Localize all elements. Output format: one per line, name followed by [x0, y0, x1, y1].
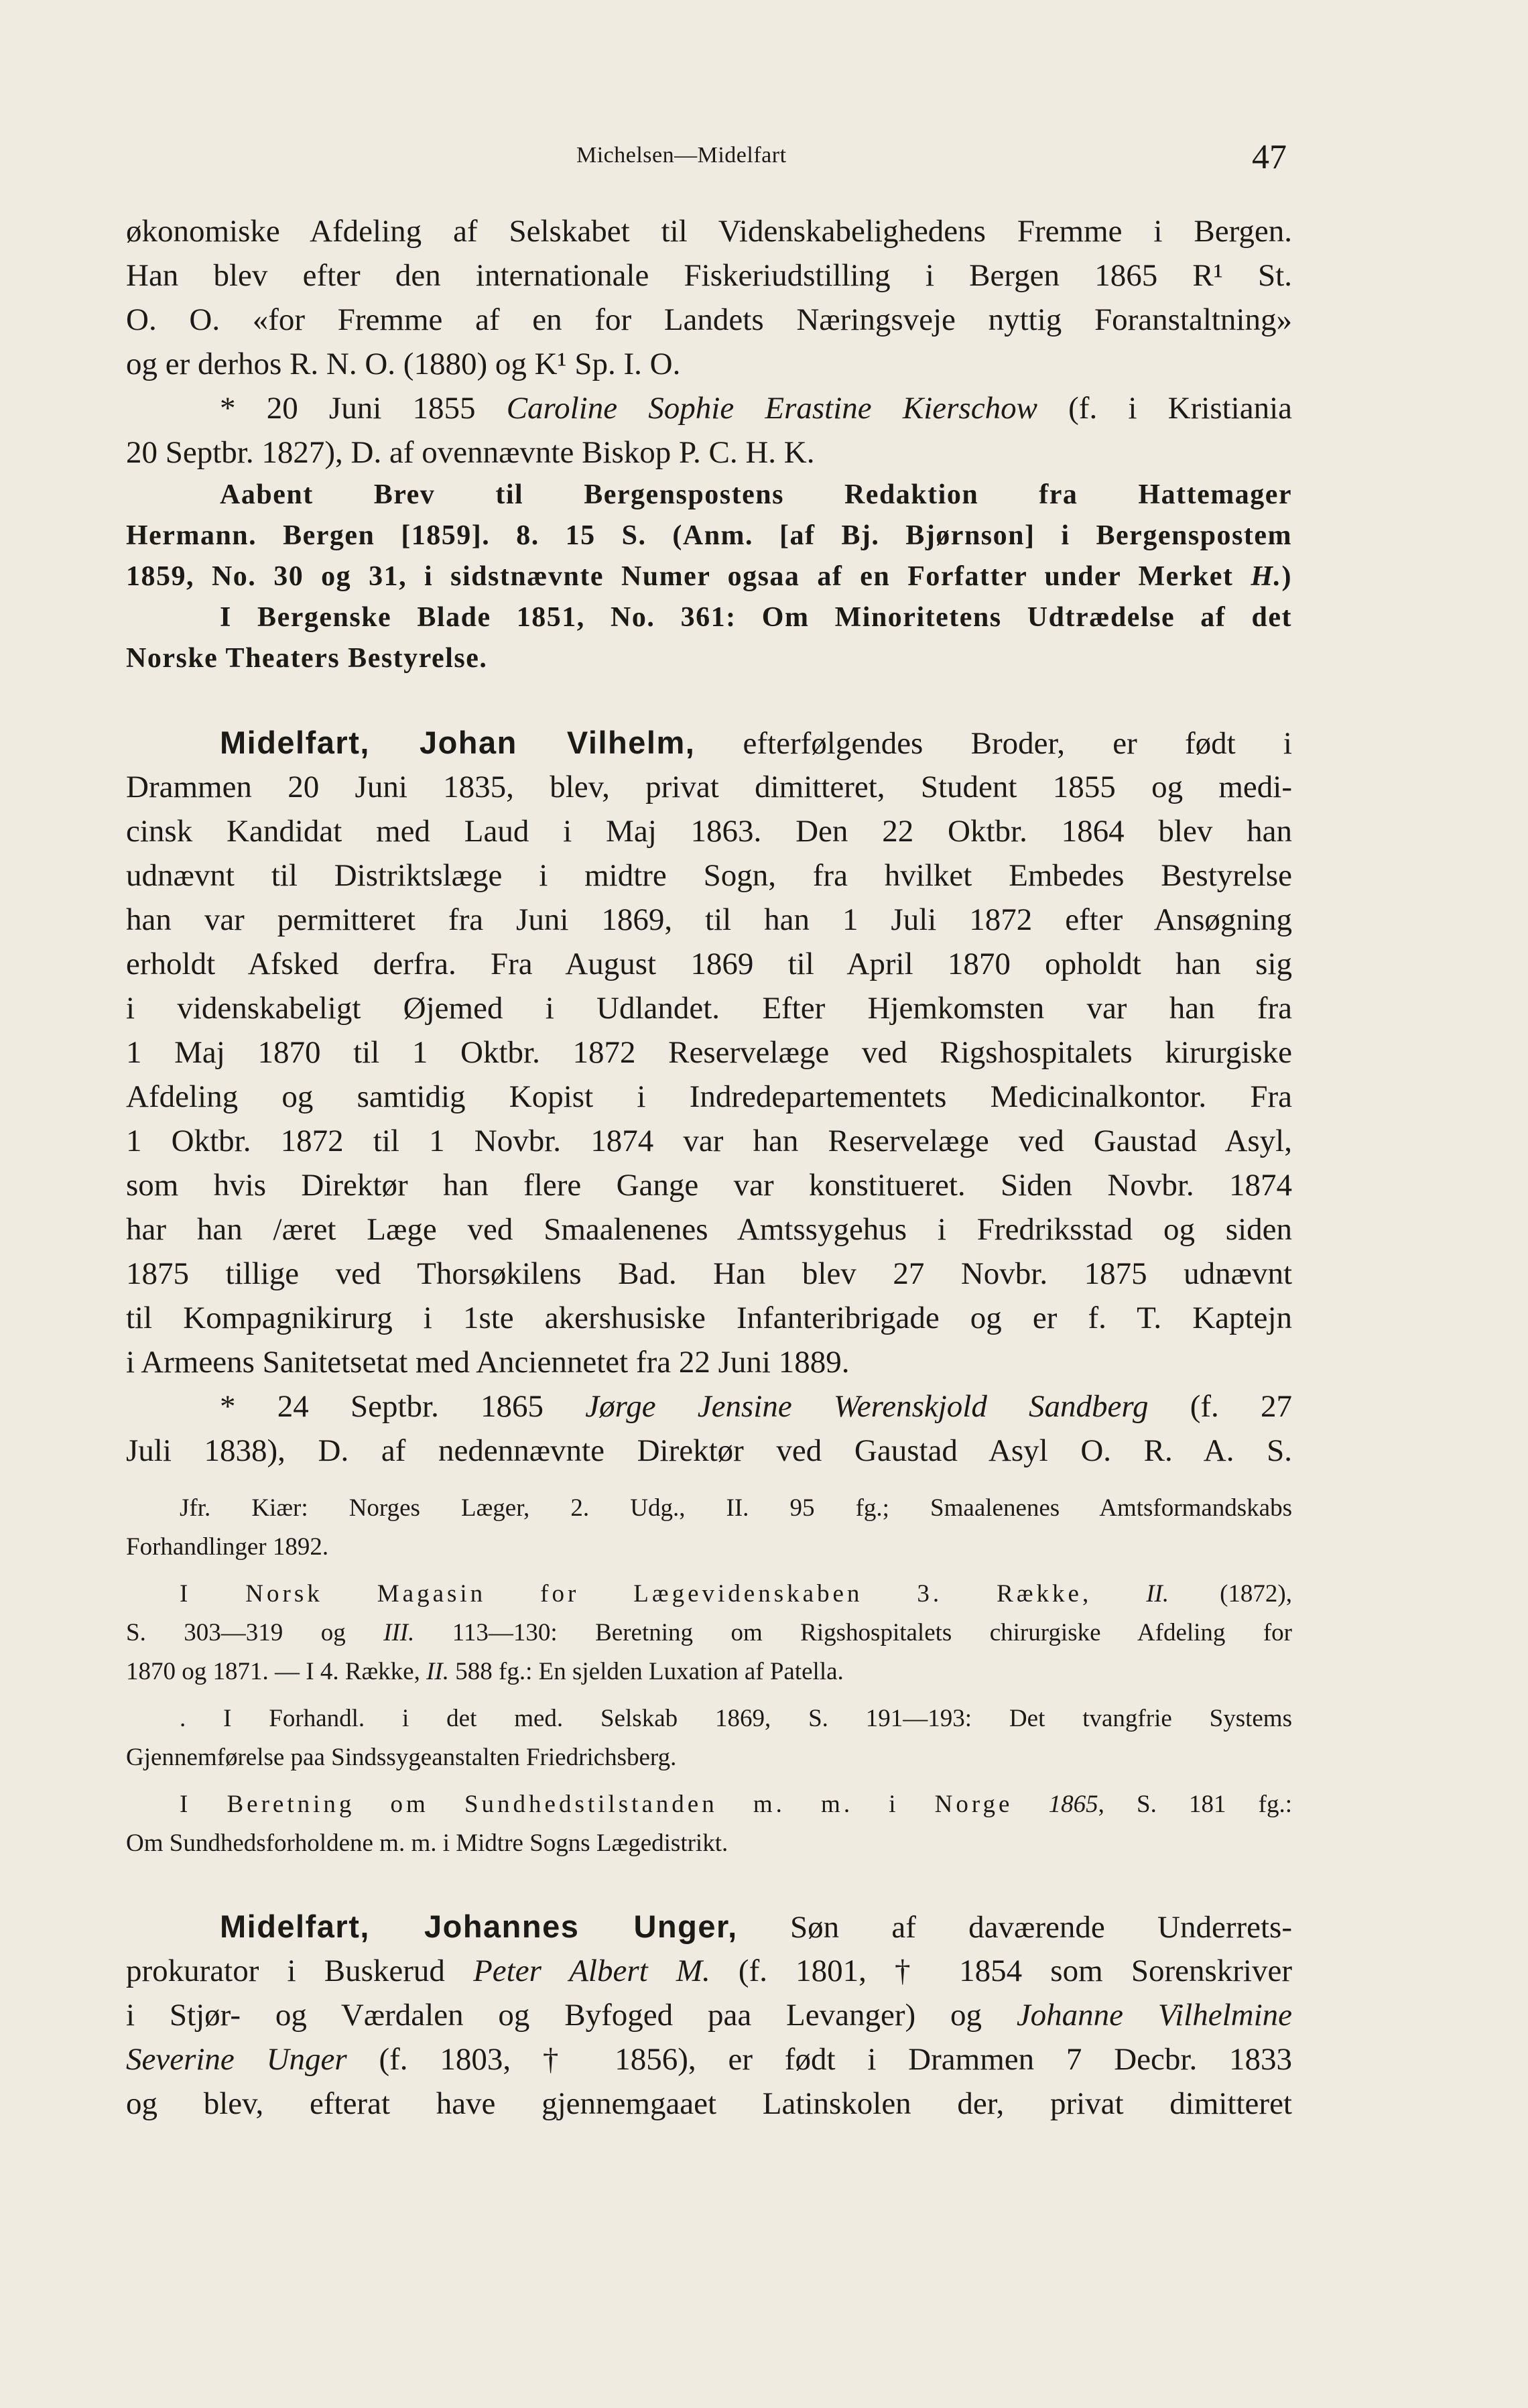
father-name: Peter Albert M. — [473, 1953, 710, 1988]
text-line: cinsk Kandidat med Laud i Maj 1863. Den 22 Oktbr. 1864 blev han — [126, 814, 1292, 849]
text-line — [126, 2037, 1292, 2082]
reference-line — [126, 1652, 1292, 1691]
kierschow-paragraph — [126, 209, 1292, 475]
text-line: O. O. «for Fremme af en for Landets Næringsveje nyttig Foranstaltning» — [126, 302, 1292, 337]
text-line: 1 Maj 1870 til 1 Oktbr. 1872 Reservelæge ved Rigshospitalets kirurgiske — [126, 1035, 1292, 1070]
marriage-line — [126, 386, 1292, 430]
text-line: har han /æret Læge ved Smaalenenes Amtssygehus i Fredriksstad og siden — [126, 1212, 1292, 1247]
text-segment: I Beretning om Sundhedstilstanden m. m. i Norge — [180, 1791, 1049, 1818]
text-segment: 1865 — [1048, 1791, 1098, 1818]
reference-gap — [126, 1567, 1292, 1575]
text-segment: 588 fg.: En sjelden Luxation af Patella. — [449, 1658, 844, 1685]
text-segment: (f. 27 — [1148, 1389, 1292, 1424]
fraktur-line: I Bergenske Blade 1851, No. 361: Om Minoritetens Udtrædelse af det — [220, 602, 1292, 633]
section-gap — [126, 1473, 1292, 1489]
running-head: Michelsen—Midelfart — [576, 143, 787, 168]
reference-gap — [126, 1691, 1292, 1699]
reference-line: . I Forhandl. i det med. Selskab 1869, S. 191—193: Det tvangfrie Systems — [180, 1705, 1292, 1732]
text-segment: S. 303—319 og — [126, 1619, 384, 1646]
text-line — [126, 1949, 1292, 1993]
text-segment: (1872), — [1169, 1580, 1292, 1608]
mother-name: Johanne Vilhelmine — [1016, 1998, 1292, 2033]
text-segment: * 20 Juni 1855 — [220, 391, 507, 426]
reference-line: Om Sundhedsforholdene m. m. i Midtre Sogns Lægedistrikt. — [126, 1829, 728, 1857]
page-number: 47 — [1252, 138, 1287, 176]
reference-line: Forhandlinger 1892. — [126, 1533, 329, 1561]
entry-johannes-unger — [126, 1905, 1292, 2126]
text-segment: * 24 Septbr. 1865 — [220, 1389, 586, 1424]
entry-name: Midelfart, Johannes Unger, — [220, 1909, 738, 1944]
text-segment: 1859, No. 30 og 31, i sidstnævnte Numer ogsaa af en Forfatter under Merket — [126, 561, 1251, 592]
text-line: og er derhos R. N. O. (1880) og K¹ Sp. I. O. — [126, 347, 681, 381]
text-line: til Kompagnikirurg i 1ste akershusiske Infanteribrigade og er f. T. Kaptejn — [126, 1301, 1292, 1335]
text-line: økonomiske Afdeling af Selskabet til Videnskabelighedens Fremme i Bergen. — [126, 214, 1292, 249]
text-line: Juli 1838), D. af nedennævnte Direktør ved Gaustad Asyl O. R. A. S. — [126, 1433, 1292, 1468]
text-line: udnævnt til Distriktslæge i midtre Sogn, fra hvilket Embedes Bestyrelse — [126, 858, 1292, 893]
fraktur-line — [126, 556, 1292, 597]
text-line: Drammen 20 Juni 1835, blev, privat dimitteret, Student 1855 og medi- — [126, 770, 1292, 804]
text-line: 1 Oktbr. 1872 til 1 Novbr. 1874 var han Reservelæge ved Gaustad Asyl, — [126, 1124, 1292, 1158]
page-header — [0, 137, 1528, 178]
marriage-line — [126, 1384, 1292, 1429]
text-segment: (f. 1801, † 1854 som Sorenskriver — [710, 1953, 1292, 1988]
text-segment: Søn af daværende Underrets- — [737, 1910, 1292, 1945]
fraktur-line: Aabent Brev til Bergenspostens Redaktion fra Hattemager — [220, 479, 1292, 510]
text-segment: III. — [383, 1619, 415, 1646]
text-segment: , S. 181 fg.: — [1098, 1791, 1292, 1818]
text-line: 20 Septbr. 1827), D. af ovennævnte Biskop P. C. H. K. — [126, 435, 815, 470]
text-segment: 1870 og 1871. — I 4. Række, — [126, 1658, 427, 1685]
text-segment: H. — [1251, 561, 1282, 592]
section-gap — [126, 1863, 1292, 1905]
entry-heading-line — [126, 1905, 1292, 1949]
fraktur-bibliography — [126, 475, 1292, 679]
references — [126, 1489, 1292, 1863]
reference-line: Jfr. Kiær: Norges Læger, 2. Udg., II. 95 fg.; Smaalenenes Amtsformandskabs — [180, 1494, 1292, 1522]
text-segment: efterfølgendes Broder, er født i — [743, 726, 1292, 761]
spouse-name: Caroline Sophie Erastine Kierschow — [506, 391, 1037, 426]
text-segment: I Norsk Magasin for Lægevidenskaben 3. Række, — [180, 1580, 1147, 1608]
text-segment: 113—130: Beretning om Rigshospitalets chirurgiske Afdeling for — [414, 1619, 1292, 1646]
text-line: han var permitteret fra Juni 1869, til han 1 Juli 1872 efter Ansøgning — [126, 902, 1292, 937]
text-line: i Armeens Sanitetsetat med Anciennetet fra 22 Juni 1889. — [126, 1345, 850, 1380]
fraktur-line: Hermann. Bergen [1859]. 8. 15 S. (Anm. [af Bj. Bjørnson] i Bergenspostem — [126, 520, 1292, 551]
text-segment: (f. 1803, † 1856), er født i Drammen 7 Decbr. 1833 — [346, 2042, 1292, 2077]
text-segment: i Stjør- og Værdalen og Byfoged paa Levanger) og — [126, 1998, 1017, 2033]
entry-name: Midelfart, Johan Vilhelm, — [220, 725, 696, 760]
text-line: 1875 tillige ved Thorsøkilens Bad. Han blev 27 Novbr. 1875 udnævnt — [126, 1256, 1292, 1291]
entry-heading-line — [126, 721, 1292, 765]
reference-line — [126, 1614, 1292, 1652]
fraktur-line: Norske Theaters Bestyrelse. — [126, 643, 488, 674]
text-line: som hvis Direktør han flere Gange var konstitueret. Siden Novbr. 1874 — [126, 1168, 1292, 1203]
text-line — [126, 1993, 1292, 2037]
text-line: i videnskabeligt Øjemed i Udlandet. Efter Hjemkomsten var han fra — [126, 991, 1292, 1026]
spouse-name: Jørge Jensine Werenskjold Sandberg — [585, 1389, 1149, 1424]
reference-line: Gjennemførelse paa Sindssygeanstalten Friedrichsberg. — [126, 1744, 677, 1771]
text-line: erholdt Afsked derfra. Fra August 1869 til April 1870 opholdt han sig — [126, 947, 1292, 981]
entry-johan-vilhelm — [126, 721, 1292, 1473]
reference-line — [126, 1575, 1292, 1614]
mother-name: Severine Unger — [126, 2042, 347, 2077]
text-line: Han blev efter den internationale Fiskeriudstilling i Bergen 1865 R¹ St. — [126, 258, 1292, 293]
reference-line — [126, 1785, 1292, 1824]
text-segment: II. — [426, 1658, 450, 1685]
text-segment: ) — [1281, 561, 1292, 592]
text-line: og blev, efterat have gjennemgaaet Latinskolen der, privat dimitteret — [126, 2086, 1292, 2121]
text-segment: II. — [1146, 1580, 1169, 1608]
section-gap — [126, 679, 1292, 721]
text-segment: (f. i Kristiania — [1037, 391, 1292, 426]
page-content — [126, 209, 1292, 2126]
text-line: Afdeling og samtidig Kopist i Indredepartementets Medicinalkontor. Fra — [126, 1079, 1292, 1114]
text-segment: prokurator i Buskerud — [126, 1953, 474, 1988]
reference-gap — [126, 1777, 1292, 1785]
